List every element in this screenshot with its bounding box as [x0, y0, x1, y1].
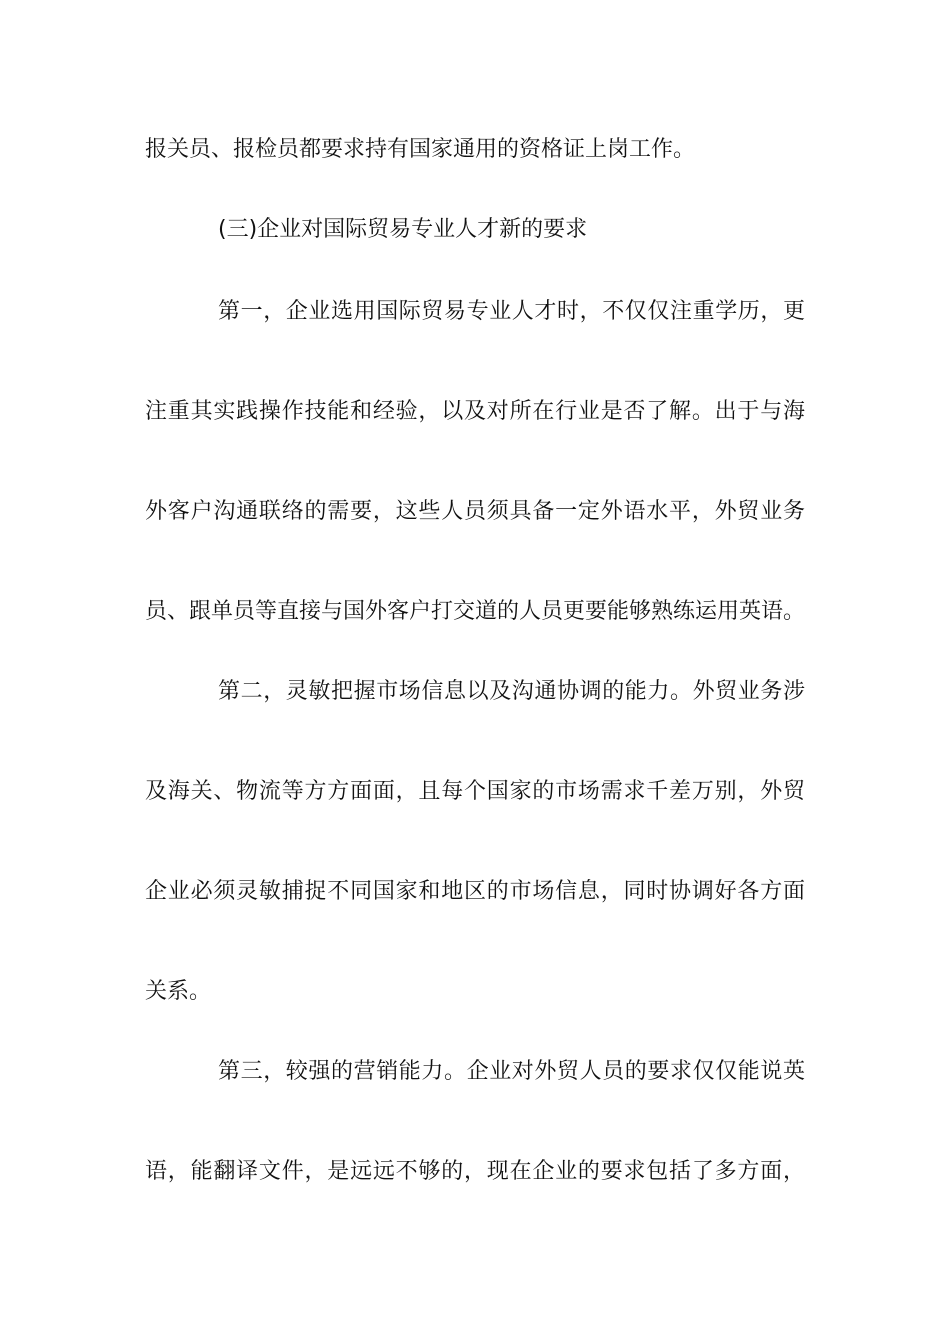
text-line: 第一，企业选用国际贸易专业人才时，不仅仅注重学历，更 [218, 299, 805, 324]
text-line: 第三，较强的营销能力。企业对外贸人员的要求仅仅能说英 [218, 1059, 805, 1084]
text-line: 关系。 [145, 979, 212, 1004]
text-line: 员、跟单员等直接与国外客户打交道的人员更要能够熟练运用英语。 [145, 599, 806, 624]
text-line: 外客户沟通联络的需要，这些人员须具备一定外语水平，外贸业务 [145, 499, 805, 524]
text-line: 语，能翻译文件，是远远不够的，现在企业的要求包括了多方面， [145, 1159, 805, 1184]
text-line: 注重其实践操作技能和经验，以及对所在行业是否了解。出于与海 [145, 399, 805, 424]
text-line: 报关员、报检员都要求持有国家通用的资格证上岗工作。 [145, 137, 696, 162]
text-line: 第二，灵敏把握市场信息以及沟通协调的能力。外贸业务涉 [218, 679, 805, 704]
section-heading: (三)企业对国际贸易专业人才新的要求 [218, 217, 588, 242]
text-line: 及海关、物流等方方面面，且每个国家的市场需求千差万别，外贸 [145, 779, 805, 804]
text-line: 企业必须灵敏捕捉不同国家和地区的市场信息，同时协调好各方面 [145, 879, 805, 904]
